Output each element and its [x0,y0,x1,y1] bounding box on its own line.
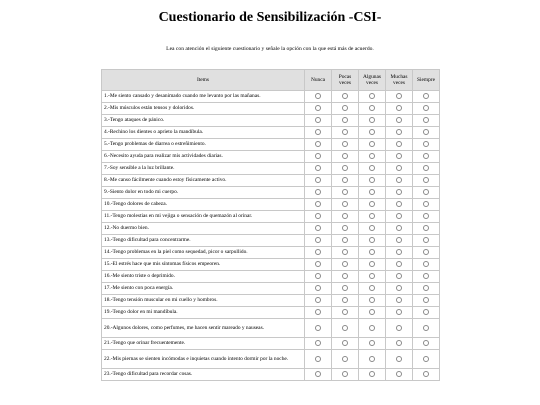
item-label: 4.-Rechino los dientes o aprieto la mandíbula. [102,127,305,139]
item-label: 15.-El estrés hace que mis síntomas físicos empeoren. [102,259,305,271]
item-label: 21.-Tengo que orinar frecuentemente. [102,338,305,350]
option-cell-nunca [305,235,332,247]
radio-muchas-veces[interactable] [396,356,402,362]
radio-siempre[interactable] [423,129,429,135]
table-row [102,139,440,151]
option-cell-muchas-veces [386,103,413,115]
option-cell-nunca [305,259,332,271]
radio-nunca[interactable] [315,309,321,315]
option-cell-muchas-veces [386,283,413,295]
option-cell-algunas-veces [359,247,386,259]
radio-siempre[interactable] [423,117,429,123]
option-cell-siempre [413,350,440,369]
radio-muchas-veces[interactable] [396,297,402,303]
radio-pocas-veces[interactable] [342,273,348,279]
radio-siempre[interactable] [423,371,429,377]
item-label: 10.-Tengo dolores de cabeza. [102,199,305,211]
option-cell-muchas-veces [386,175,413,187]
option-cell-nunca [305,163,332,175]
radio-pocas-veces[interactable] [342,165,348,171]
page-title: Cuestionario de Sensibilización -CSI- [158,10,382,25]
item-label: 3.-Tengo ataques de pánico. [102,115,305,127]
radio-muchas-veces[interactable] [396,105,402,111]
item-label: 14.-Tengo problemas en la piel como sequedad, picor o sarpullido. [102,247,305,259]
radio-algunas-veces[interactable] [369,153,375,159]
option-cell-siempre [413,115,440,127]
option-cell-muchas-veces [386,139,413,151]
radio-siempre[interactable] [423,261,429,267]
option-cell-pocas-veces [332,307,359,319]
option-cell-algunas-veces [359,115,386,127]
radio-algunas-veces[interactable] [369,309,375,315]
option-cell-siempre [413,271,440,283]
radio-siempre[interactable] [423,105,429,111]
option-cell-nunca [305,199,332,211]
option-cell-nunca [305,350,332,369]
option-cell-pocas-veces [332,103,359,115]
table-row [102,295,440,307]
option-cell-muchas-veces [386,338,413,350]
radio-siempre[interactable] [423,273,429,279]
radio-siempre[interactable] [423,237,429,243]
option-cell-muchas-veces [386,369,413,381]
radio-siempre[interactable] [423,201,429,207]
radio-siempre[interactable] [423,225,429,231]
option-cell-nunca [305,307,332,319]
radio-pocas-veces[interactable] [342,201,348,207]
item-label: 13.-Tengo dificultad para concentrarme. [102,235,305,247]
option-cell-siempre [413,127,440,139]
option-cell-pocas-veces [332,163,359,175]
option-cell-pocas-veces [332,187,359,199]
radio-algunas-veces[interactable] [369,237,375,243]
item-label: 9.-Siento dolor en todo mi cuerpo. [102,187,305,199]
table-row [102,211,440,223]
option-cell-muchas-veces [386,151,413,163]
option-cell-nunca [305,139,332,151]
column-header-muchas-veces: Muchas veces [386,70,413,91]
radio-siempre[interactable] [423,189,429,195]
table-row [102,115,440,127]
option-cell-pocas-veces [332,271,359,283]
radio-muchas-veces[interactable] [396,153,402,159]
radio-nunca[interactable] [315,237,321,243]
option-cell-siempre [413,139,440,151]
option-cell-siempre [413,295,440,307]
questionnaire-table [101,69,440,381]
item-label: 11.-Tengo molestias en mi vejiga o sensación de quemazón al orinar. [102,211,305,223]
radio-muchas-veces[interactable] [396,165,402,171]
option-cell-siempre [413,151,440,163]
radio-algunas-veces[interactable] [369,261,375,267]
column-header-pocas-veces: Pocas veces [332,70,359,91]
option-cell-algunas-veces [359,283,386,295]
option-cell-algunas-veces [359,139,386,151]
radio-siempre[interactable] [423,309,429,315]
option-cell-pocas-veces [332,223,359,235]
option-cell-pocas-veces [332,369,359,381]
radio-muchas-veces[interactable] [396,129,402,135]
radio-muchas-veces[interactable] [396,117,402,123]
radio-pocas-veces[interactable] [342,129,348,135]
option-cell-muchas-veces [386,307,413,319]
radio-muchas-veces[interactable] [396,93,402,99]
option-cell-algunas-veces [359,199,386,211]
radio-muchas-veces[interactable] [396,340,402,346]
radio-algunas-veces[interactable] [369,325,375,331]
option-cell-pocas-veces [332,247,359,259]
radio-algunas-veces[interactable] [369,297,375,303]
item-label: 22.-Mis piernas se sienten incómodas e inquietas cuando intento dormir por la noche. [102,350,305,369]
option-cell-siempre [413,199,440,211]
option-cell-nunca [305,187,332,199]
option-cell-pocas-veces [332,151,359,163]
option-cell-algunas-veces [359,319,386,338]
radio-algunas-veces[interactable] [369,273,375,279]
option-cell-siempre [413,319,440,338]
radio-nunca[interactable] [315,297,321,303]
radio-pocas-veces[interactable] [342,309,348,315]
option-cell-pocas-veces [332,199,359,211]
option-cell-siempre [413,235,440,247]
radio-pocas-veces[interactable] [342,117,348,123]
radio-muchas-veces[interactable] [396,249,402,255]
option-cell-nunca [305,151,332,163]
option-cell-pocas-veces [332,338,359,350]
radio-nunca[interactable] [315,285,321,291]
option-cell-muchas-veces [386,319,413,338]
radio-pocas-veces[interactable] [342,213,348,219]
option-cell-siempre [413,91,440,103]
option-cell-algunas-veces [359,103,386,115]
radio-pocas-veces[interactable] [342,237,348,243]
option-cell-nunca [305,115,332,127]
column-header-items: Items [102,70,305,91]
option-cell-muchas-veces [386,350,413,369]
radio-nunca[interactable] [315,117,321,123]
option-cell-muchas-veces [386,115,413,127]
table-row [102,350,440,369]
radio-algunas-veces[interactable] [369,285,375,291]
radio-pocas-veces[interactable] [342,105,348,111]
option-cell-pocas-veces [332,139,359,151]
radio-siempre[interactable] [423,177,429,183]
radio-pocas-veces[interactable] [342,141,348,147]
option-cell-muchas-veces [386,91,413,103]
option-cell-algunas-veces [359,369,386,381]
table-row [102,319,440,338]
table-row [102,175,440,187]
column-header-algunas-veces: Algunas veces [359,70,386,91]
radio-pocas-veces[interactable] [342,249,348,255]
radio-nunca[interactable] [315,356,321,362]
radio-siempre[interactable] [423,356,429,362]
radio-pocas-veces[interactable] [342,261,348,267]
radio-muchas-veces[interactable] [396,273,402,279]
option-cell-pocas-veces [332,235,359,247]
item-label: 17.-Me siento con poca energía. [102,283,305,295]
radio-pocas-veces[interactable] [342,371,348,377]
radio-nunca[interactable] [315,225,321,231]
radio-nunca[interactable] [315,249,321,255]
item-label: 1.-Me siento cansado y desanimado cuando me levanto por las mañanas. [102,91,305,103]
option-cell-nunca [305,271,332,283]
option-cell-algunas-veces [359,295,386,307]
table-row [102,338,440,350]
radio-algunas-veces[interactable] [369,189,375,195]
radio-siempre[interactable] [423,213,429,219]
option-cell-pocas-veces [332,127,359,139]
radio-nunca[interactable] [315,189,321,195]
option-cell-siempre [413,163,440,175]
option-cell-siempre [413,247,440,259]
option-cell-muchas-veces [386,235,413,247]
radio-pocas-veces[interactable] [342,356,348,362]
option-cell-algunas-veces [359,151,386,163]
table-row [102,283,440,295]
option-cell-muchas-veces [386,259,413,271]
table-row [102,199,440,211]
option-cell-nunca [305,223,332,235]
radio-algunas-veces[interactable] [369,177,375,183]
radio-nunca[interactable] [315,325,321,331]
option-cell-muchas-veces [386,247,413,259]
item-label: 23.-Tengo dificultad para recordar cosas. [102,369,305,381]
radio-pocas-veces[interactable] [342,189,348,195]
radio-nunca[interactable] [315,371,321,377]
option-cell-siempre [413,369,440,381]
radio-muchas-veces[interactable] [396,177,402,183]
option-cell-muchas-veces [386,223,413,235]
column-header-nunca: Nunca [305,70,332,91]
option-cell-siempre [413,187,440,199]
table-row [102,163,440,175]
questionnaire-rows [102,91,440,381]
radio-algunas-veces[interactable] [369,117,375,123]
table-row [102,259,440,271]
option-cell-algunas-veces [359,91,386,103]
option-cell-algunas-veces [359,211,386,223]
radio-algunas-veces[interactable] [369,141,375,147]
radio-nunca[interactable] [315,273,321,279]
table-row [102,103,440,115]
radio-nunca[interactable] [315,165,321,171]
radio-muchas-veces[interactable] [396,325,402,331]
item-label: 16.-Me siento triste o deprimido. [102,271,305,283]
item-label: 5.-Tengo problemas de diarrea o estreñimiento. [102,139,305,151]
option-cell-nunca [305,295,332,307]
radio-pocas-veces[interactable] [342,93,348,99]
item-label: 7.-Soy sensible a la luz brillante. [102,163,305,175]
radio-pocas-veces[interactable] [342,177,348,183]
radio-nunca[interactable] [315,261,321,267]
radio-siempre[interactable] [423,325,429,331]
radio-siempre[interactable] [423,297,429,303]
radio-siempre[interactable] [423,165,429,171]
radio-algunas-veces[interactable] [369,93,375,99]
radio-pocas-veces[interactable] [342,340,348,346]
radio-nunca[interactable] [315,93,321,99]
radio-pocas-veces[interactable] [342,297,348,303]
option-cell-algunas-veces [359,350,386,369]
radio-algunas-veces[interactable] [369,129,375,135]
radio-muchas-veces[interactable] [396,213,402,219]
option-cell-pocas-veces [332,91,359,103]
option-cell-algunas-veces [359,223,386,235]
option-cell-nunca [305,319,332,338]
option-cell-siempre [413,283,440,295]
option-cell-nunca [305,127,332,139]
table-row [102,369,440,381]
radio-muchas-veces[interactable] [396,285,402,291]
radio-nunca[interactable] [315,213,321,219]
column-header-siempre: Siempre [413,70,440,91]
option-cell-pocas-veces [332,115,359,127]
option-cell-nunca [305,247,332,259]
option-cell-pocas-veces [332,259,359,271]
option-cell-algunas-veces [359,307,386,319]
radio-siempre[interactable] [423,340,429,346]
radio-siempre[interactable] [423,141,429,147]
option-cell-siempre [413,259,440,271]
radio-pocas-veces[interactable] [342,225,348,231]
item-label: 12.-No duermo bien. [102,223,305,235]
option-cell-siempre [413,103,440,115]
radio-algunas-veces[interactable] [369,201,375,207]
table-row [102,91,440,103]
option-cell-muchas-veces [386,211,413,223]
table-row [102,127,440,139]
radio-nunca[interactable] [315,340,321,346]
table-row [102,187,440,199]
option-cell-algunas-veces [359,175,386,187]
radio-muchas-veces[interactable] [396,261,402,267]
radio-algunas-veces[interactable] [369,371,375,377]
option-cell-nunca [305,211,332,223]
radio-pocas-veces[interactable] [342,153,348,159]
radio-siempre[interactable] [423,249,429,255]
radio-muchas-veces[interactable] [396,141,402,147]
option-cell-algunas-veces [359,127,386,139]
option-cell-siempre [413,211,440,223]
option-cell-muchas-veces [386,163,413,175]
radio-nunca[interactable] [315,129,321,135]
item-label: 2.-Mis músculos están tensos y doloridos. [102,103,305,115]
option-cell-nunca [305,283,332,295]
radio-nunca[interactable] [315,153,321,159]
option-cell-nunca [305,175,332,187]
instructions-text: Lea con atención el siguiente cuestionario y señale la opción con la que está más de acuerdo. [166,46,374,52]
option-cell-siempre [413,223,440,235]
option-cell-pocas-veces [332,175,359,187]
option-cell-muchas-veces [386,295,413,307]
option-cell-pocas-veces [332,283,359,295]
table-row [102,271,440,283]
option-cell-pocas-veces [332,350,359,369]
option-cell-siempre [413,338,440,350]
item-label: 8.-Me canso fácilmente cuando estoy físicamente activo. [102,175,305,187]
item-label: 6.-Necesito ayuda para realizar mis actividades diarias. [102,151,305,163]
item-label: 19.-Tengo dolor en mi mandíbula. [102,307,305,319]
radio-algunas-veces[interactable] [369,249,375,255]
radio-muchas-veces[interactable] [396,225,402,231]
option-cell-muchas-veces [386,271,413,283]
radio-siempre[interactable] [423,93,429,99]
radio-pocas-veces[interactable] [342,285,348,291]
option-cell-nunca [305,91,332,103]
radio-pocas-veces[interactable] [342,325,348,331]
table-row [102,235,440,247]
radio-siempre[interactable] [423,153,429,159]
table-row [102,151,440,163]
radio-algunas-veces[interactable] [369,213,375,219]
radio-siempre[interactable] [423,285,429,291]
radio-muchas-veces[interactable] [396,237,402,243]
radio-algunas-veces[interactable] [369,340,375,346]
item-label: 18.-Tengo tensión muscular en mi cuello y hombros. [102,295,305,307]
option-cell-pocas-veces [332,319,359,338]
option-cell-algunas-veces [359,235,386,247]
radio-algunas-veces[interactable] [369,225,375,231]
option-cell-siempre [413,175,440,187]
option-cell-algunas-veces [359,163,386,175]
radio-algunas-veces[interactable] [369,105,375,111]
radio-muchas-veces[interactable] [396,371,402,377]
option-cell-algunas-veces [359,259,386,271]
option-cell-algunas-veces [359,271,386,283]
option-cell-muchas-veces [386,187,413,199]
radio-nunca[interactable] [315,141,321,147]
option-cell-muchas-veces [386,127,413,139]
radio-nunca[interactable] [315,105,321,111]
option-cell-muchas-veces [386,199,413,211]
radio-muchas-veces[interactable] [396,189,402,195]
option-cell-siempre [413,307,440,319]
option-cell-pocas-veces [332,295,359,307]
radio-muchas-veces[interactable] [396,309,402,315]
option-cell-nunca [305,369,332,381]
radio-nunca[interactable] [315,177,321,183]
table-row [102,247,440,259]
radio-muchas-veces[interactable] [396,201,402,207]
table-row [102,307,440,319]
radio-nunca[interactable] [315,201,321,207]
option-cell-nunca [305,103,332,115]
option-cell-algunas-veces [359,187,386,199]
item-label: 20.-Algunos dolores, como perfumes, me hacen sentir mareado y nauseas. [102,319,305,338]
option-cell-pocas-veces [332,211,359,223]
radio-algunas-veces[interactable] [369,356,375,362]
radio-algunas-veces[interactable] [369,165,375,171]
option-cell-algunas-veces [359,338,386,350]
table-row [102,223,440,235]
option-cell-nunca [305,338,332,350]
header-row [102,70,440,91]
